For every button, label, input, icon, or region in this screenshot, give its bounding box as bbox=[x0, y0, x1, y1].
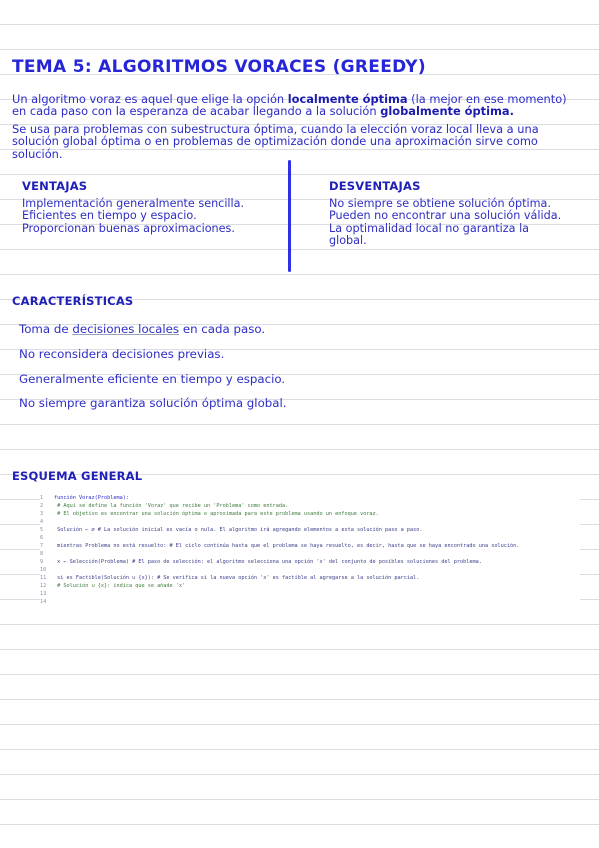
disadvantage-item: La optimalidad local no garantiza la global. bbox=[329, 221, 530, 248]
intro-bold-global: globalmente óptima bbox=[380, 104, 510, 119]
code-block bbox=[40, 494, 580, 606]
characteristic-text: Toma de bbox=[19, 322, 73, 336]
characteristic-text: Generalmente eficiente en tiempo y espacio. bbox=[19, 372, 286, 386]
advantage-item: Eficientes en tiempo y espacio. bbox=[22, 209, 197, 223]
code-line: 8 bbox=[40, 551, 44, 557]
code-line: 9 x ← Selección(Problema) # El paso de selección: el algoritmo selecciona una opción 'x' del conjunto de posibles soluciones del problema. bbox=[40, 559, 482, 565]
characteristic-item bbox=[19, 372, 285, 386]
code-line: 6 bbox=[40, 535, 44, 541]
code-line: 10 bbox=[40, 567, 47, 573]
column-divider bbox=[288, 160, 291, 272]
characteristic-item bbox=[19, 347, 224, 361]
characteristic-text: No reconsidera decisiones previas. bbox=[19, 347, 225, 361]
intro-bold-local: localmente óptima bbox=[287, 92, 408, 106]
characteristic-item bbox=[19, 322, 265, 336]
code-line: 3 # El objetivo es encontrar una solución óptima o aproximada para este problema usando un enfoque voraz. bbox=[40, 511, 379, 517]
disadvantages-list bbox=[329, 198, 569, 248]
intro-text-c: (la mejor en ese momento) en cada paso con la esperanza de acabar llegando a la solución bbox=[12, 92, 567, 119]
characteristic-text-post: en cada paso. bbox=[179, 322, 266, 336]
advantages-heading: VENTAJAS bbox=[22, 179, 88, 193]
disadvantages-heading: DESVENTAJAS bbox=[329, 179, 421, 193]
disadvantage-item: Pueden no encontrar una solución válida. bbox=[329, 209, 562, 223]
code-line: 11 si es Factible(Solución ∪ {x}): # Se verifica si la nueva opción 'x' es factible al agregarse a la solución parcial. bbox=[40, 575, 420, 581]
code-line: 1 función Voraz(Problema): bbox=[40, 495, 129, 501]
advantage-item: Implementación generalmente sencilla. bbox=[22, 197, 245, 210]
code-line: 14 bbox=[40, 599, 47, 605]
code-line: 4 bbox=[40, 519, 44, 525]
schema-heading: ESQUEMA GENERAL bbox=[12, 469, 143, 483]
intro-text-a: Un algoritmo voraz es aquel que elige la opción bbox=[12, 92, 288, 106]
code-line: 13 bbox=[40, 591, 47, 597]
code-line: 7 mientras Problema no está resuelto: # El ciclo continúa hasta que el problema se haya resuelto, es decir, hasta que se haya encontrado una solución. bbox=[40, 543, 520, 549]
intro-paragraph-2: Se usa para problemas con subestructura óptima, cuando la elección voraz local lleva a una solución global óptima o en problemas de optimización donde una aproximación sirve como solución. bbox=[12, 122, 539, 161]
characteristic-item bbox=[19, 396, 287, 410]
characteristics-heading: CARACTERÍSTICAS bbox=[12, 294, 134, 308]
intro-paragraph-1 bbox=[12, 93, 582, 118]
disadvantage-item: No siempre se obtiene solución óptima. bbox=[329, 197, 551, 210]
advantages-list bbox=[22, 198, 277, 235]
advantage-item: Proporcionan buenas aproximaciones. bbox=[22, 221, 235, 235]
code-line: 12 # Solución ∪ {x}: indica que se añade 'x' bbox=[40, 583, 186, 589]
page-title: TEMA 5: ALGORITMOS VORACES (GREEDY) bbox=[12, 57, 426, 77]
code-line: 2 # Aquí se define la función 'Voraz' que recibe un 'Problema' como entrada. bbox=[40, 503, 289, 509]
code-line: 5 Solución ← ∅ # La solución inicial es vacía o nula. El algoritmo irá agregando elementos a esta solución paso a paso. bbox=[40, 527, 423, 533]
intro-text-e: . bbox=[509, 104, 514, 119]
characteristic-text: No siempre garantiza solución óptima global. bbox=[19, 396, 287, 410]
characteristic-underlined: decisiones locales bbox=[72, 322, 180, 336]
